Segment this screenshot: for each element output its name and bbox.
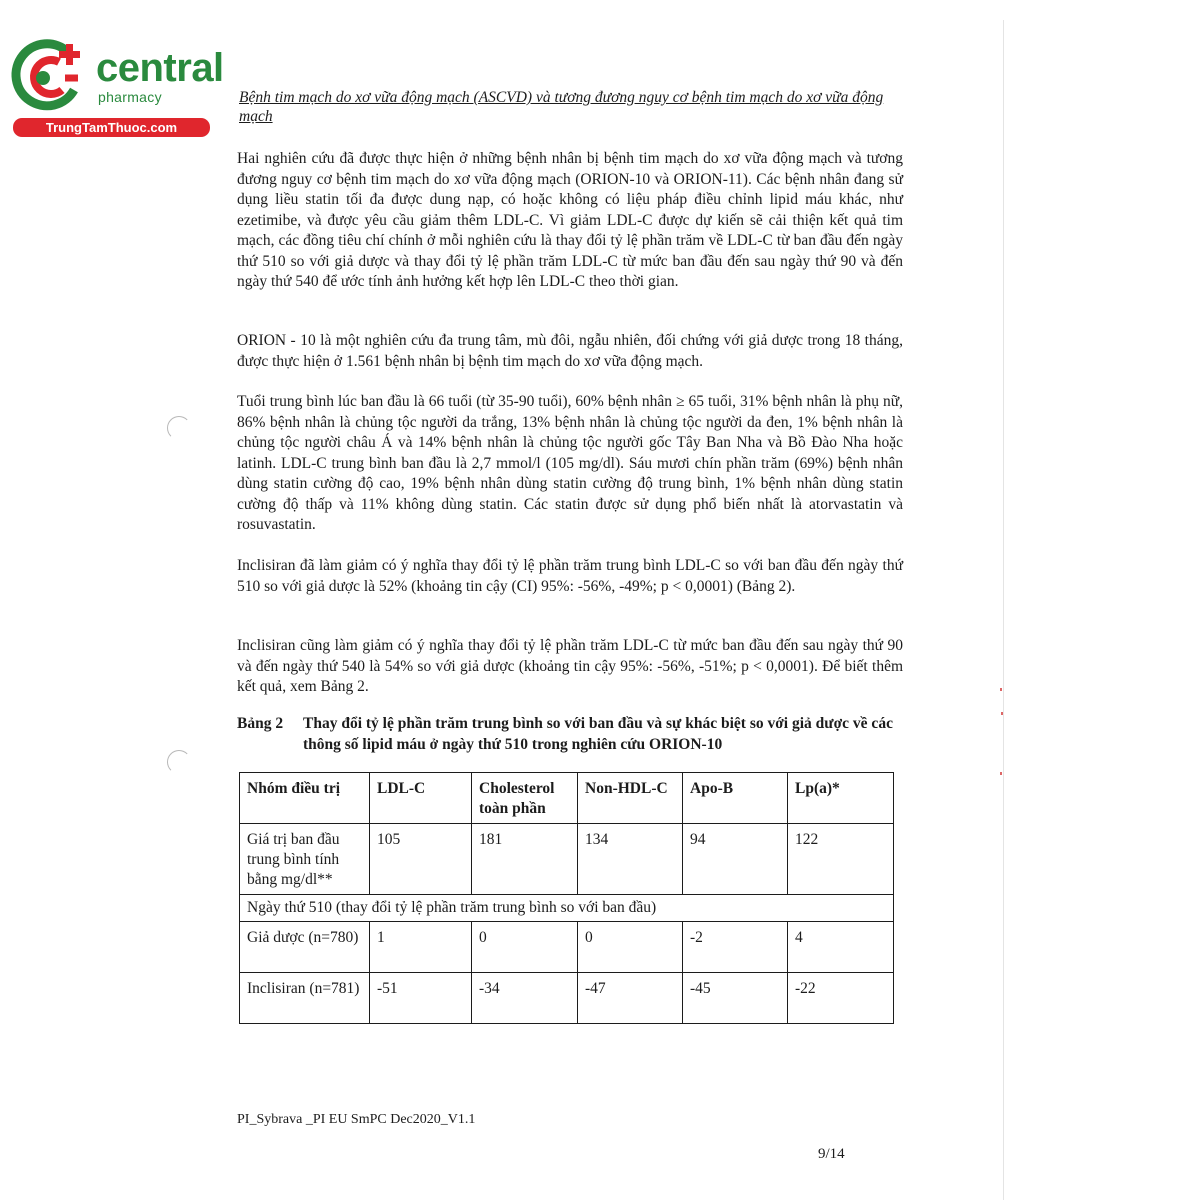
scan-speck bbox=[1000, 772, 1002, 775]
punch-hole-mark bbox=[167, 750, 191, 774]
document-id: PI_Sybrava _PI EU SmPC Dec2020_V1.1 bbox=[237, 1112, 476, 1127]
paragraph-result-540: Inclisiran cũng làm giảm có ý nghĩa thay đổi tỷ lệ phần trăm LDL-C từ mức ban đầu đến sau ngày thứ 90 và đến ngày thứ 540 là 54% so với giả dược (khoảng tin cậy 95%: -56%, -51%; p < 0,0001). Để biết thêm kết quả, xem Bảng 2. bbox=[237, 637, 903, 695]
table-cell: Inclisiran (n=781) bbox=[240, 973, 370, 1024]
table-cell: -51 bbox=[370, 973, 472, 1024]
header-cell: Cholesterol toàn phần bbox=[472, 773, 578, 824]
table-cell: -22 bbox=[788, 973, 894, 1024]
page-edge-line bbox=[1003, 20, 1004, 1200]
table-cell: 1 bbox=[370, 922, 472, 973]
table-cell: -2 bbox=[683, 922, 788, 973]
table-cell: Giả dược (n=780) bbox=[240, 922, 370, 973]
table-cell: -34 bbox=[472, 973, 578, 1024]
table-label: Bảng 2 bbox=[237, 715, 284, 732]
header-cell: Nhóm điều trị bbox=[240, 773, 370, 824]
pharmacy-cross-icon bbox=[10, 38, 90, 118]
table-cell: 0 bbox=[578, 922, 683, 973]
paragraph-orion10: ORION - 10 là một nghiên cứu đa trung tâm, mù đôi, ngẫu nhiên, đối chứng với giả dược trong 18 tháng, được thực hiện ở 1.561 bệnh nhân bị bệnh tim mạch do xơ vữa động mạch. bbox=[237, 332, 903, 370]
punch-hole-mark bbox=[167, 416, 191, 440]
header-cell: Non-HDL-C bbox=[578, 773, 683, 824]
table-cell: 122 bbox=[788, 824, 894, 895]
scan-speck bbox=[1000, 688, 1002, 691]
table-cell: 94 bbox=[683, 824, 788, 895]
scan-speck bbox=[1001, 712, 1003, 715]
table-title: Thay đổi tỷ lệ phần trăm trung bình so với ban đầu và sự khác biệt so với giả dược về các thông số lipid máu ở ngày thứ 510 trong nghiên cứu ORION-10 bbox=[303, 715, 893, 753]
table-row bbox=[240, 922, 894, 973]
table-cell: -45 bbox=[683, 973, 788, 1024]
logo-subtitle: pharmacy bbox=[98, 89, 162, 105]
header-cell: Lp(a)* bbox=[788, 773, 894, 824]
header-cell: Apo-B bbox=[683, 773, 788, 824]
logo-name: central bbox=[96, 46, 224, 90]
paragraph-intro: Hai nghiên cứu đã được thực hiện ở những bệnh nhân bị bệnh tim mạch do xơ vữa động mạch và tương đương nguy cơ bệnh tim mạch do xơ vữa động mạch (ORION-10 và ORION-11). Các bệnh nhân đang sử dụng liều statin tối đa được dung nạp, có hoặc không có liệu pháp điều chỉnh lipid máu khác, như ezetimibe, và được yêu cầu giảm thêm LDL-C. Vì giảm LDL-C được dự kiến sẽ cải thiện kết quả tim mạch, các đồng tiêu chí chính ở mỗi nghiên cứu là thay đổi tỷ lệ phần trăm về LDL-C từ ban đầu đến ngày thứ 510 so với giả dược và thay đổi tỷ lệ phần trăm LDL-C từ mức ban đầu đến sau ngày thứ 90 và đến ngày thứ 540 để ước tính ảnh hưởng kết hợp lên LDL-C theo thời gian. bbox=[237, 150, 903, 290]
paragraph-result-510: Inclisiran đã làm giảm có ý nghĩa thay đổi tỷ lệ phần trăm trung bình LDL-C so với ban đầu đến ngày thứ 510 so với giả dược là 52% (khoảng tin cậy (CI) 95%: -56%, -49%; p < 0,0001) (Bảng 2). bbox=[237, 557, 903, 595]
table-cell: -47 bbox=[578, 973, 683, 1024]
lipid-results-table bbox=[239, 772, 894, 1024]
table-row bbox=[240, 973, 894, 1024]
page-number: 9/14 bbox=[818, 1146, 845, 1162]
table-cell: 4 bbox=[788, 922, 894, 973]
logo-url-badge[interactable]: TrungTamThuoc.com bbox=[13, 118, 210, 137]
central-pharmacy-logo[interactable] bbox=[10, 38, 224, 138]
table-span-cell: Ngày thứ 510 (thay đổi tỷ lệ phần trăm trung bình so với ban đầu) bbox=[240, 895, 894, 922]
section-heading: Bệnh tim mạch do xơ vữa động mạch (ASCVD) và tương đương nguy cơ bệnh tim mạch do xơ vữa động mạch bbox=[239, 89, 884, 125]
table-cell: 105 bbox=[370, 824, 472, 895]
table-cell: 0 bbox=[472, 922, 578, 973]
table-cell: 134 bbox=[578, 824, 683, 895]
table-header-row bbox=[240, 773, 894, 824]
paragraph-demographics: Tuổi trung bình lúc ban đầu là 66 tuổi (từ 35-90 tuổi), 60% bệnh nhân ≥ 65 tuổi, 31% bệnh nhân là phụ nữ, 86% bệnh nhân là chủng tộc người da trắng, 13% bệnh nhân là chủng tộc người da đen, 1% bệnh nhân là chủng tộc người châu Á và 14% bệnh nhân là chủng tộc người gốc Tây Ban Nha và Bồ Đào Nha hoặc latinh. LDL-C trung bình ban đầu là 2,7 mmol/l (105 mg/dl). Sáu mươi chín phần trăm (69%) bệnh nhân dùng statin cường độ cao, 19% bệnh nhân dùng statin cường độ trung bình, 1% bệnh nhân dùng statin cường độ thấp và 11% không dùng statin. Các statin được sử dụng phổ biến nhất là atorvastatin và rosuvastatin. bbox=[237, 393, 903, 533]
table-row bbox=[240, 895, 894, 922]
table-row bbox=[240, 824, 894, 895]
table-cell: 181 bbox=[472, 824, 578, 895]
header-cell: LDL-C bbox=[370, 773, 472, 824]
table-cell: Giá trị ban đầu trung bình tính bằng mg/dl** bbox=[240, 824, 370, 895]
